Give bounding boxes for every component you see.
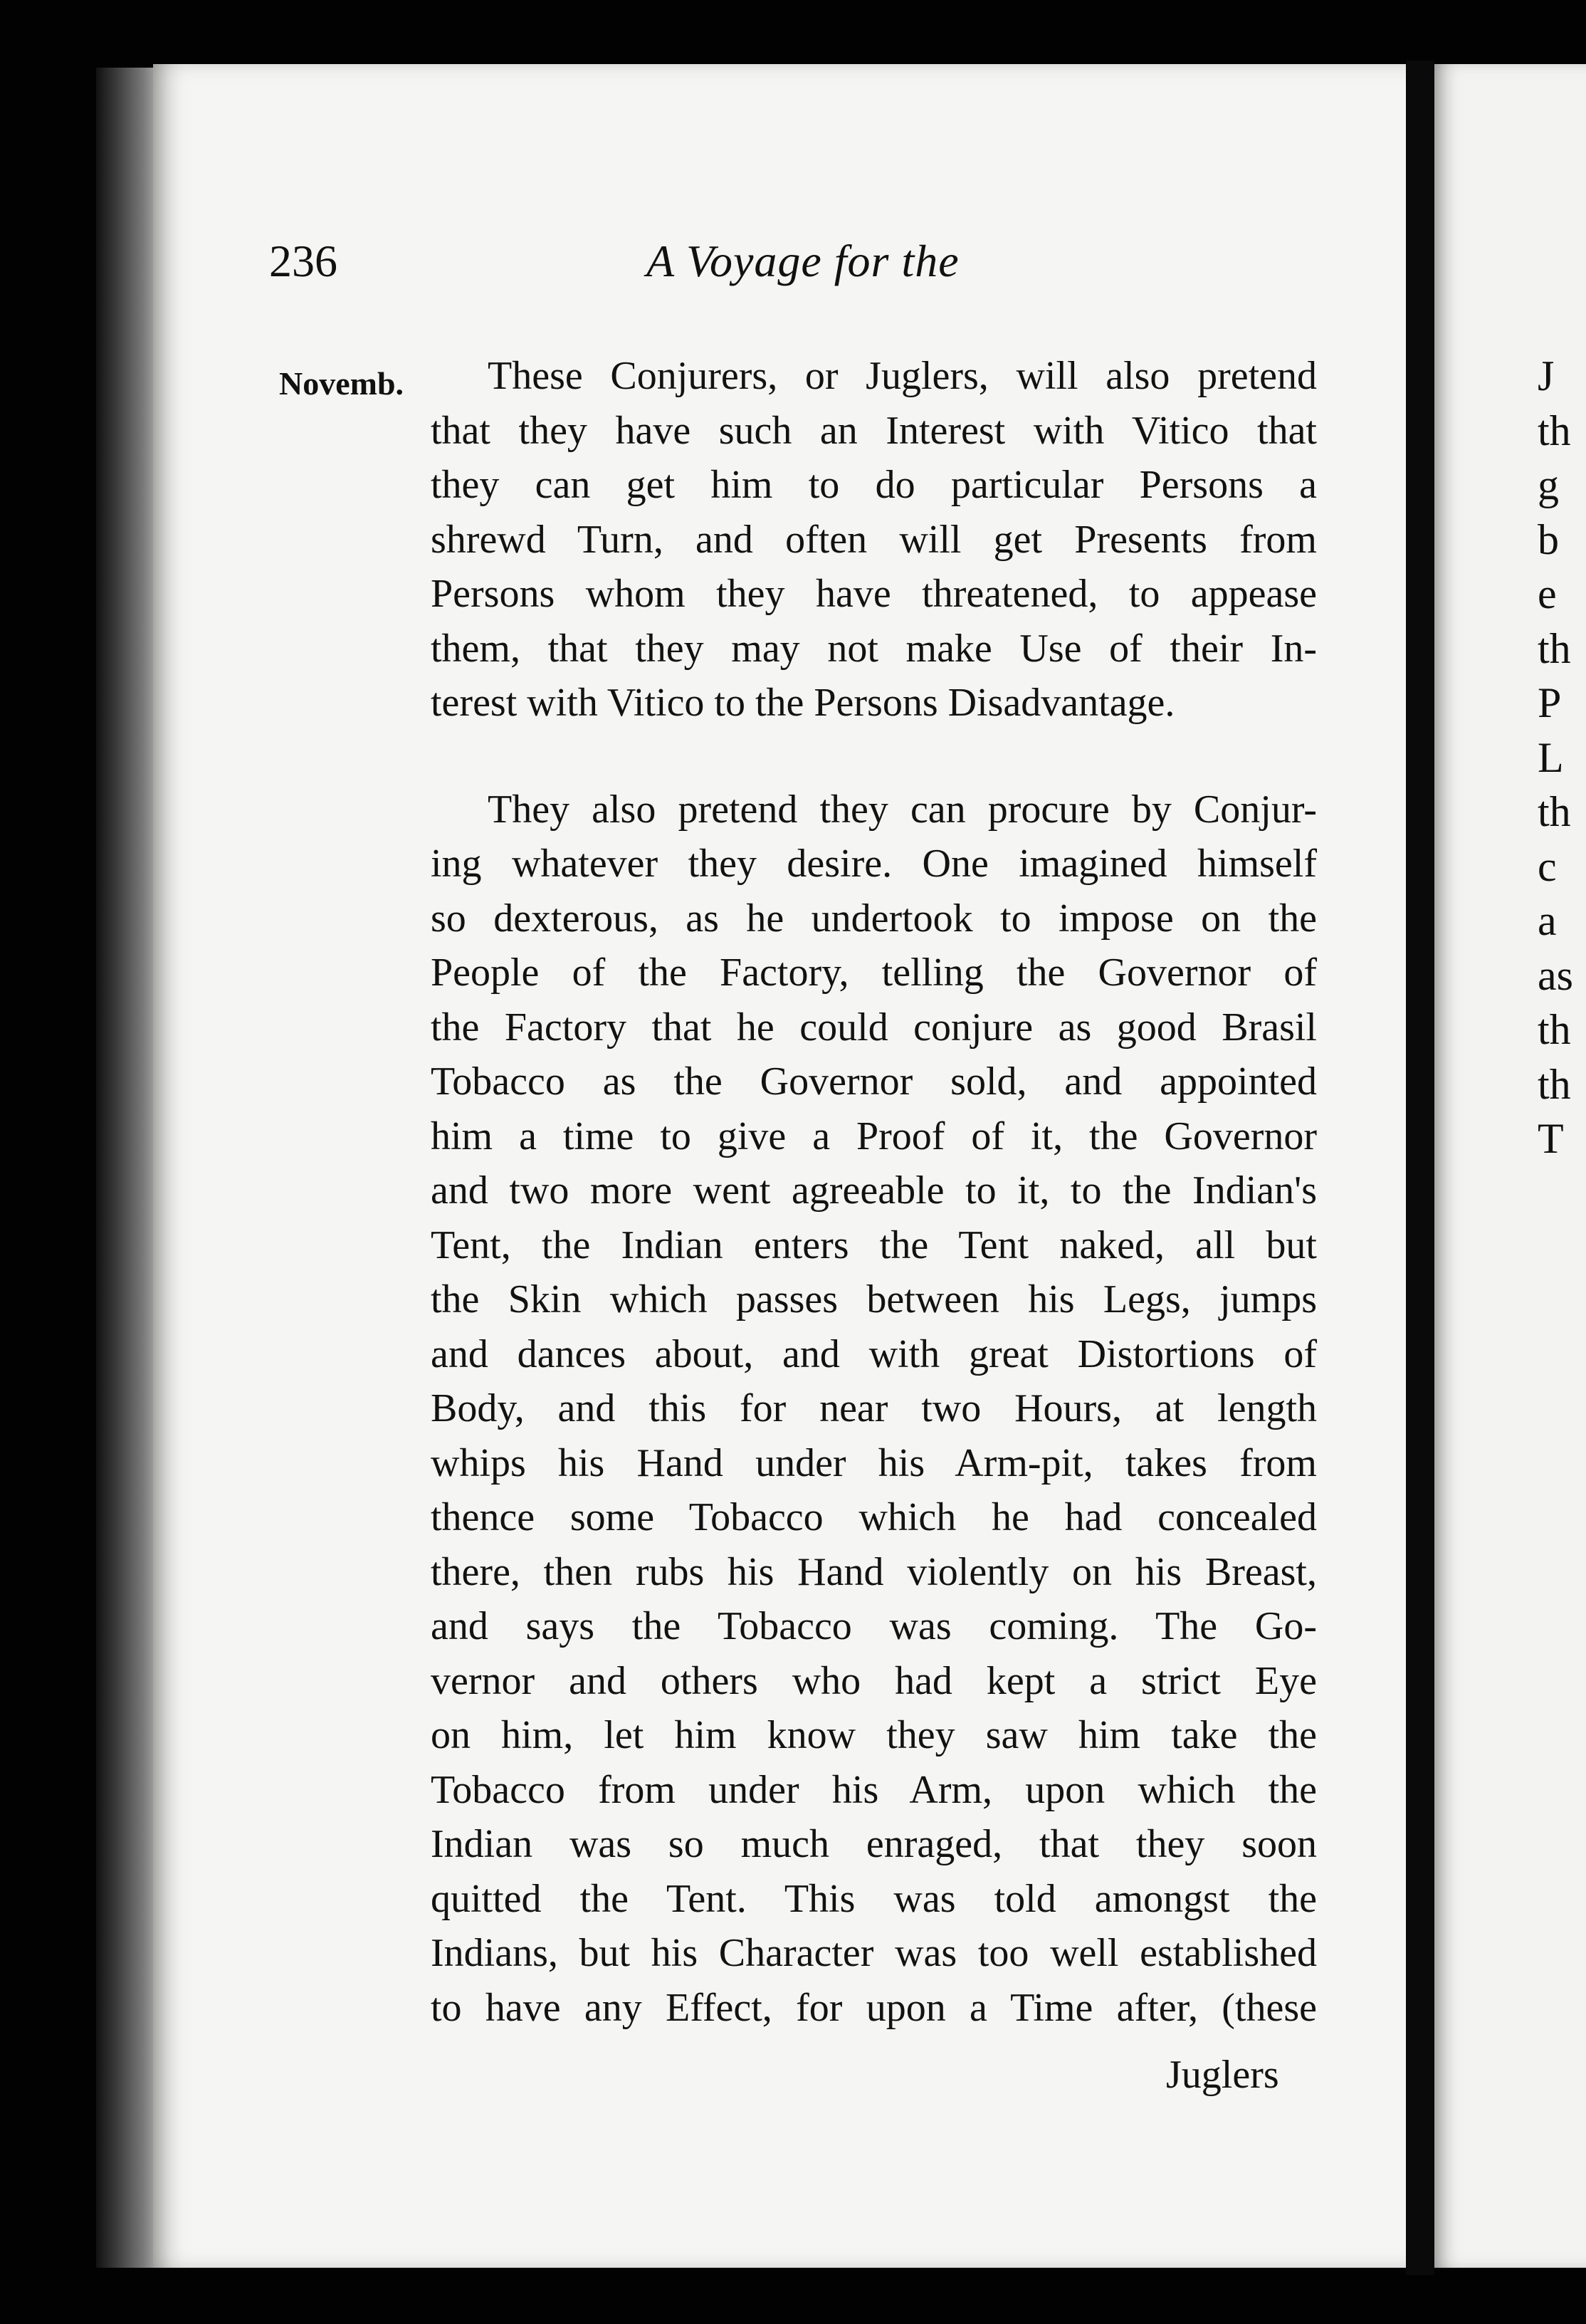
text-line: that they have such an Interest with Vitico that — [431, 408, 1317, 453]
fragment-line: th — [1538, 1006, 1571, 1053]
text-line: Persons whom they have threatened, to appease — [431, 572, 1317, 616]
fragment-line: as — [1538, 951, 1573, 999]
text-line: Indians, but his Character was too well established — [431, 1931, 1317, 1975]
text-line: they can get him to do particular Persons a — [431, 463, 1317, 507]
fragment-line: L — [1538, 733, 1564, 781]
fragment-line: th — [1538, 788, 1571, 835]
running-title: A Voyage for the — [646, 236, 960, 286]
text-line: him a time to give a Proof of it, the Governor — [431, 1114, 1317, 1158]
fragment-line: P — [1538, 679, 1562, 726]
text-line: These Conjurers, or Juglers, will also pretend — [488, 354, 1317, 398]
text-line: People of the Factory, telling the Governor of — [431, 951, 1317, 995]
paragraph-1 — [431, 349, 1317, 731]
fragment-line: th — [1538, 1060, 1571, 1108]
text-line: Indian was so much enraged, that they soon — [431, 1822, 1317, 1866]
running-head — [269, 228, 1123, 292]
fragment-line: a — [1538, 897, 1557, 944]
text-line: there, then rubs his Hand violently on his Breast, — [431, 1549, 1317, 1594]
text-line: the Skin which passes between his Legs, jumps — [431, 1277, 1317, 1321]
fragment-line: g — [1538, 461, 1559, 508]
catchword: Juglers — [1166, 2053, 1279, 2097]
text-line: Tobacco from under his Arm, upon which the — [431, 1767, 1317, 1812]
fragment-line: T — [1538, 1115, 1564, 1162]
text-line: to have any Effect, for upon a Time after, (these — [431, 1985, 1317, 2030]
text-line: the Factory that he could conjure as good Brasil — [431, 1005, 1317, 1050]
text-line: Body, and this for near two Hours, at length — [431, 1386, 1317, 1430]
fragment-line: e — [1538, 570, 1557, 617]
text-line: and says the Tobacco was coming. The Go- — [431, 1604, 1317, 1648]
text-line: on him, let him know they saw him take the — [431, 1713, 1317, 1757]
paragraph-2 — [431, 782, 1317, 2036]
fragment-line: th — [1538, 624, 1571, 672]
text-line: terest with Vitico to the Persons Disadvantage. — [431, 681, 1175, 725]
text-line: so dexterous, as he undertook to impose on the — [431, 896, 1317, 941]
right-page-edge — [1434, 64, 1586, 2268]
text-line: Tent, the Indian enters the Tent naked, all but — [431, 1223, 1317, 1267]
text-line: shrewd Turn, and often will get Presents from — [431, 517, 1317, 562]
text-line: vernor and others who had kept a strict Eye — [431, 1658, 1317, 1703]
gutter-shadow — [1406, 61, 1434, 2275]
text-line: Tobacco as the Governor sold, and appointed — [431, 1059, 1317, 1104]
page-number: 236 — [269, 236, 337, 286]
fragment-line: b — [1538, 515, 1559, 563]
fragment-line: c — [1538, 842, 1557, 890]
text-line: ing whatever they desire. One imagined himself — [431, 842, 1317, 886]
fragment-line: J — [1538, 352, 1555, 399]
text-line: them, that they may not make Use of their In- — [431, 626, 1317, 671]
text-line: whips his Hand under his Arm-pit, takes from — [431, 1440, 1317, 1485]
facing-page-fragments — [1538, 349, 1580, 1166]
text-line: thence some Tobacco which he had concealed — [431, 1495, 1317, 1539]
fragment-line: th — [1538, 407, 1571, 454]
text-line: quitted the Tent. This was told amongst the — [431, 1876, 1317, 1921]
text-line: They also pretend they can procure by Conjur- — [488, 787, 1317, 832]
text-line: and two more went agreeable to it, to the Indian's — [431, 1168, 1317, 1213]
margin-note-month: Novemb. — [279, 365, 404, 402]
text-line: and dances about, and with great Distortions of — [431, 1331, 1317, 1376]
body-text — [431, 349, 1317, 2035]
